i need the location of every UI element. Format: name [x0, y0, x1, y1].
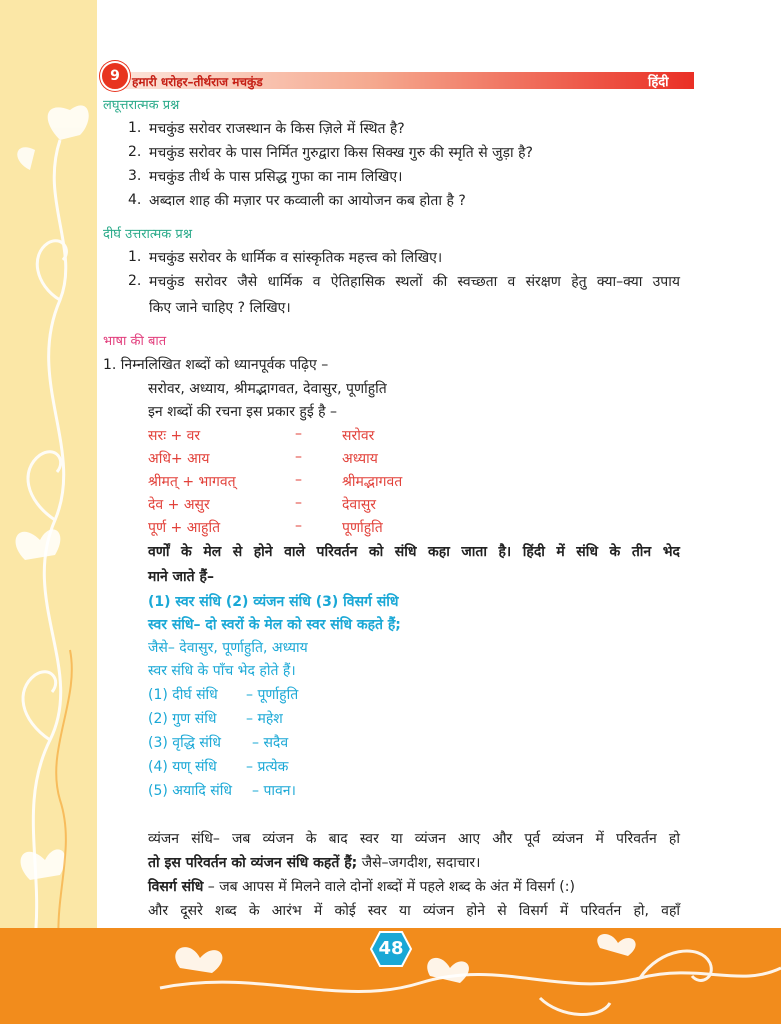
word-list: सरोवर, अध्याय, श्रीमद्भागवत, देवासुर, पूर्णाहुति — [148, 381, 387, 397]
visarg-sandhi-definition — [148, 877, 680, 896]
swar-sandhi-examples: जैसे– देवासुर, पूर्णाहुति, अध्याय — [148, 640, 308, 656]
chapter-title: हमारी धरोहर–तीर्थराज मचकुंड — [132, 75, 263, 89]
formation-dash: – — [295, 472, 302, 488]
sandhi-type-name: (5) अयादि संधि — [148, 783, 232, 799]
page-number-badge — [370, 930, 412, 968]
language-heading: भाषा की बात — [103, 334, 167, 349]
question-text: मचकुंड सरोवर राजस्थान के किस ज़िले में स्थित है? — [149, 121, 405, 137]
formation-result: श्रीमद्भागवत — [342, 474, 403, 490]
short-answer-heading: लघूत्तरात्मक प्रश्न — [103, 98, 180, 113]
subject-label: हिंदी — [648, 75, 669, 90]
sandhi-type-example: – प्रत्येक — [246, 759, 289, 775]
sandhi-type-example: – पावन। — [252, 783, 296, 799]
vyanjan-sandhi-examples: जैसे–जगदीश, सदाचार। — [357, 855, 481, 871]
formation-parts: पूर्ण + आहुति — [148, 520, 221, 536]
chapter-number-badge: 9 — [100, 61, 130, 91]
swar-sandhi-definition: स्वर संधि– दो स्वरों के मेल को स्वर संधि कहते हैं; — [148, 617, 401, 633]
decorative-left-strip — [0, 0, 97, 1024]
sandhi-type-name: (2) गुण संधि — [148, 711, 217, 727]
question-text: मचकुंड तीर्थ के पास प्रसिद्ध गुफा का नाम लिखिए। — [149, 169, 403, 185]
formation-result: अध्याय — [342, 451, 378, 467]
formation-dash: – — [295, 449, 302, 465]
question-number: 4. — [128, 192, 142, 208]
sandhi-definition: वर्णों के मेल से होने वाले परिवर्तन को संधि कहा जाता है। हिंदी में संधि के तीन भेद — [148, 544, 680, 560]
question-number: 1. — [128, 120, 142, 136]
question-number: 2. — [128, 144, 142, 160]
sandhi-type-example: – पूर्णाहुति — [246, 687, 299, 703]
question-text: मचकुंड सरोवर के पास निर्मित गुरुद्वारा किस सिक्ख गुरु की स्मृति से जुड़ा है? — [149, 145, 533, 161]
question-text: मचकुंड सरोवर के धार्मिक व सांस्कृतिक महत्त्व को लिखिए। — [149, 250, 443, 266]
formation-note: इन शब्दों की रचना इस प्रकार हुई है – — [148, 404, 338, 420]
formation-parts: अधि+ आय — [148, 451, 210, 467]
sandhi-type-example: – महेश — [246, 711, 283, 727]
visarg-sandhi-label: विसर्ग संधि — [148, 879, 204, 895]
formation-result: सरोवर — [342, 428, 375, 444]
question-number: 1. — [128, 249, 142, 265]
vyanjan-sandhi-definition-continuation — [148, 853, 480, 872]
sandhi-types: (1) स्वर संधि (2) व्यंजन संधि (3) विसर्ग संधि — [148, 594, 399, 610]
sandhi-type-example: – सदैव — [252, 735, 289, 751]
long-answer-heading: दीर्घ उत्तरात्मक प्रश्न — [103, 227, 193, 242]
vyanjan-sandhi-definition: व्यंजन संधि– जब व्यंजन के बाद स्वर या व्यंजन आए और पूर्व व्यंजन में परिवर्तन हो — [148, 831, 680, 847]
question-number: 3. — [128, 168, 142, 184]
sandhi-definition-continuation: माने जाते हैं– — [148, 569, 214, 585]
formation-parts: देव + असुर — [148, 497, 210, 513]
formation-dash: – — [295, 426, 302, 442]
visarg-sandhi-text: – जब आपस में मिलने वाले दोनों शब्दों में पहले शब्द के अंत में विसर्ग (:) — [203, 879, 575, 895]
formation-result: देवासुर — [342, 497, 377, 513]
sandhi-type-name: (1) दीर्घ संधि — [148, 687, 218, 703]
swar-sandhi-types-intro: स्वर संधि के पाँच भेद होते हैं। — [148, 663, 296, 679]
question-text: अब्दाल शाह की मज़ार पर कव्वाली का आयोजन कब होता है ? — [149, 193, 466, 209]
page-number: 48 — [378, 938, 404, 959]
floral-ornament-icon — [0, 0, 97, 1024]
visarg-sandhi-continuation: और दूसरे शब्द के आरंभ में कोई स्वर या व्यंजन होने से विसर्ग में परिवर्तन हो, वहाँ — [148, 903, 680, 919]
question-number: 2. — [128, 273, 142, 289]
sandhi-type-name: (3) वृद्धि संधि — [148, 735, 222, 751]
instruction-text: 1. निम्नलिखित शब्दों को ध्यानपूर्वक पढ़िए – — [103, 357, 329, 373]
formation-dash: – — [295, 495, 302, 511]
formation-result: पूर्णाहुति — [342, 520, 383, 536]
formation-dash: – — [295, 518, 302, 534]
sandhi-type-name: (4) यण् संधि — [148, 759, 217, 775]
formation-parts: सरः + वर — [148, 428, 201, 444]
question-text-continuation: किए जाने चाहिए ? लिखिए। — [149, 300, 291, 316]
vyanjan-sandhi-statement: तो इस परिवर्तन को व्यंजन संधि कहतें हैं; — [148, 855, 358, 871]
formation-parts: श्रीमत् + भागवत् — [148, 474, 236, 490]
question-text: मचकुंड सरोवर जैसे धार्मिक व ऐतिहासिक स्थलों की स्वच्छता व संरक्षण हेतु क्या–क्या उपाय — [149, 274, 680, 290]
